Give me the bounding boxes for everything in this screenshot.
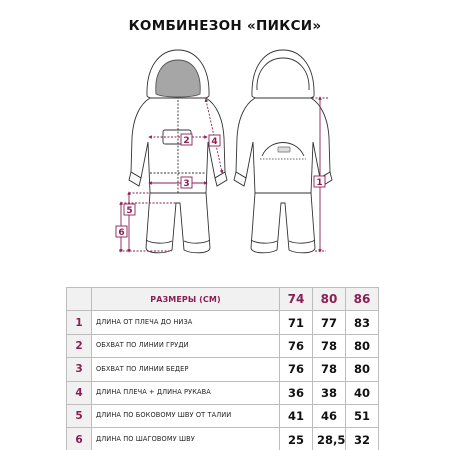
row-label: ОБХВАТ ПО ЛИНИИ БЕДЕР <box>92 358 280 381</box>
row-value: 46 <box>313 404 346 427</box>
back-view-illustration <box>234 50 332 253</box>
row-value: 76 <box>280 358 313 381</box>
marker-3 <box>181 177 192 189</box>
row-value: 41 <box>280 404 313 427</box>
table-row <box>67 311 379 334</box>
svg-text:3: 3 <box>183 179 190 189</box>
row-label: ДЛИНА ПЛЕЧА + ДЛИНА РУКАВА <box>92 381 280 404</box>
header-blank-cell <box>67 288 92 311</box>
table-row <box>67 358 379 381</box>
table-header-row <box>67 288 379 311</box>
row-value: 76 <box>280 334 313 357</box>
svg-text:5: 5 <box>126 206 133 216</box>
garment-diagram <box>0 38 450 280</box>
header-size-74: 74 <box>280 288 313 311</box>
row-number: 5 <box>67 404 92 427</box>
svg-text:2: 2 <box>183 136 190 146</box>
row-value: 80 <box>346 334 379 357</box>
row-value: 40 <box>346 381 379 404</box>
row-number: 1 <box>67 311 92 334</box>
marker-1 <box>314 176 325 188</box>
row-label: ДЛИНА ПО БОКОВОМУ ШВУ ОТ ТАЛИИ <box>92 404 280 427</box>
size-table <box>66 287 379 450</box>
row-label: ОБХВАТ ПО ЛИНИИ ГРУДИ <box>92 334 280 357</box>
svg-text:4: 4 <box>211 137 218 147</box>
header-size-86: 86 <box>346 288 379 311</box>
row-value: 83 <box>346 311 379 334</box>
row-label: ДЛИНА ОТ ПЛЕЧА ДО НИЗА <box>92 311 280 334</box>
row-value: 25 <box>280 428 313 450</box>
table-row <box>67 381 379 404</box>
row-value: 71 <box>280 311 313 334</box>
row-value: 78 <box>313 358 346 381</box>
row-value: 51 <box>346 404 379 427</box>
row-number: 4 <box>67 381 92 404</box>
svg-text:1: 1 <box>316 178 323 188</box>
marker-5 <box>124 204 135 216</box>
front-view-illustration <box>129 50 227 253</box>
header-sizes-label: РАЗМЕРЫ (СМ) <box>92 288 280 311</box>
table-row <box>67 334 379 357</box>
marker-2 <box>181 134 192 146</box>
row-value: 28,5 <box>313 428 346 450</box>
row-number: 6 <box>67 428 92 450</box>
row-value: 77 <box>313 311 346 334</box>
row-value: 78 <box>313 334 346 357</box>
table-row <box>67 404 379 427</box>
page-title: КОМБИНЕЗОН «ПИКСИ» <box>128 18 322 34</box>
row-value: 32 <box>346 428 379 450</box>
row-value: 80 <box>346 358 379 381</box>
table-row <box>67 428 379 450</box>
row-value: 36 <box>280 381 313 404</box>
svg-text:6: 6 <box>118 228 125 238</box>
marker-6 <box>116 226 127 238</box>
row-value: 38 <box>313 381 346 404</box>
header-size-80: 80 <box>313 288 346 311</box>
marker-4 <box>209 135 220 147</box>
row-number: 3 <box>67 358 92 381</box>
row-number: 2 <box>67 334 92 357</box>
row-label: ДЛИНА ПО ШАГОВОМУ ШВУ <box>92 428 280 450</box>
